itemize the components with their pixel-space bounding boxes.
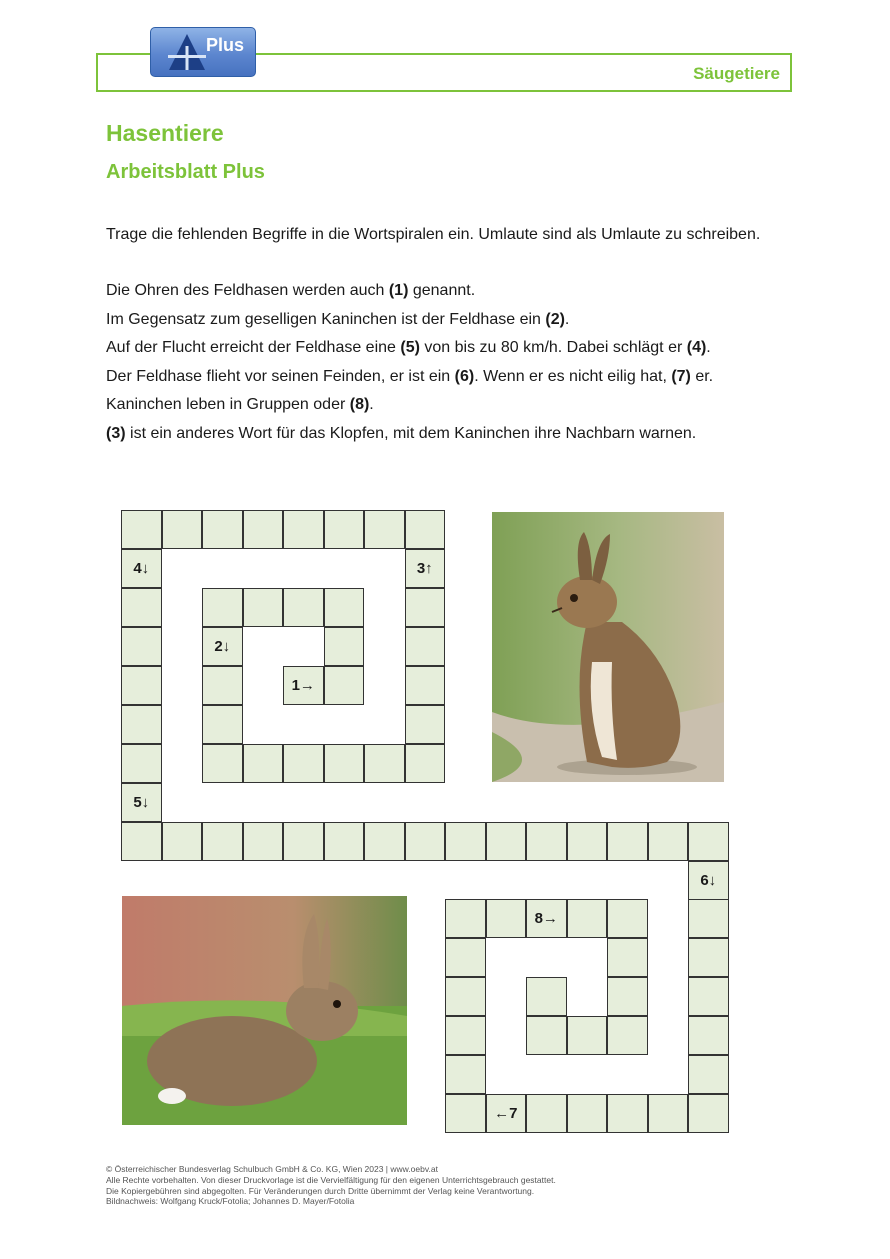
clue-text: Die Ohren des Feldhasen werden auch xyxy=(106,282,389,299)
puzzle-cell[interactable] xyxy=(405,822,446,861)
puzzle-cell[interactable] xyxy=(526,1094,567,1133)
hare-photo xyxy=(492,512,724,782)
puzzle-cell[interactable] xyxy=(648,822,689,861)
puzzle-cell[interactable] xyxy=(324,822,365,861)
puzzle-cell[interactable] xyxy=(526,977,567,1016)
clue-list xyxy=(106,277,713,448)
cell-clue-label: ←7 xyxy=(494,1105,518,1122)
puzzle-cell[interactable] xyxy=(121,705,162,744)
puzzle-cell[interactable] xyxy=(445,1016,486,1055)
puzzle-cell[interactable] xyxy=(445,1094,486,1133)
puzzle-cell[interactable] xyxy=(688,1094,729,1133)
clue-text: . Wenn er es nicht eilig hat, xyxy=(474,367,672,385)
puzzle-cell[interactable] xyxy=(243,744,284,783)
cell-clue-label: 3↑ xyxy=(416,560,433,577)
clue-line xyxy=(106,391,713,420)
puzzle-cell[interactable] xyxy=(405,549,446,588)
cell-clue-label: 5↓ xyxy=(133,794,150,811)
puzzle-cell[interactable] xyxy=(324,627,365,666)
puzzle-cell[interactable] xyxy=(162,510,203,549)
puzzle-cell[interactable] xyxy=(526,822,567,861)
puzzle-cell[interactable] xyxy=(405,510,446,549)
puzzle-cell[interactable] xyxy=(607,977,648,1016)
puzzle-cell[interactable] xyxy=(324,744,365,783)
puzzle-cell[interactable] xyxy=(324,666,365,705)
instruction-text: Trage die fehlenden Begriffe in die Wortspiralen ein. Umlaute sind als Umlaute zu schreiben. xyxy=(106,226,761,243)
puzzle-cell[interactable] xyxy=(688,1016,729,1055)
puzzle-cell[interactable] xyxy=(202,588,243,627)
puzzle-cell[interactable] xyxy=(405,705,446,744)
puzzle-cell[interactable] xyxy=(607,822,648,861)
cell-clue-label: 4↓ xyxy=(133,560,150,577)
puzzle-cell[interactable] xyxy=(567,899,608,938)
puzzle-cell[interactable] xyxy=(202,705,243,744)
footer-credits xyxy=(106,1164,556,1207)
puzzle-cell[interactable] xyxy=(486,899,527,938)
puzzle-cell[interactable] xyxy=(243,588,284,627)
clue-text: . xyxy=(369,396,374,413)
puzzle-cell[interactable] xyxy=(202,666,243,705)
footer-line: Die Kopiergebühren sind abgegolten. Für Veränderungen durch Dritte übernimmt der Verlag keine Verantwortung. xyxy=(106,1185,535,1196)
puzzle-cell[interactable] xyxy=(364,744,405,783)
triangle-logo-icon xyxy=(167,32,207,72)
puzzle-cell[interactable] xyxy=(364,822,405,861)
clue-text: er. xyxy=(690,367,714,385)
puzzle-cell[interactable] xyxy=(283,744,324,783)
puzzle-cell[interactable] xyxy=(526,1016,567,1055)
puzzle-cell[interactable] xyxy=(405,627,446,666)
clue-line xyxy=(106,306,713,335)
puzzle-cell[interactable] xyxy=(486,822,527,861)
puzzle-cell[interactable] xyxy=(243,822,284,861)
puzzle-cell[interactable] xyxy=(405,666,446,705)
puzzle-cell[interactable] xyxy=(486,1094,527,1133)
puzzle-cell[interactable] xyxy=(607,1016,648,1055)
puzzle-cell[interactable] xyxy=(607,899,648,938)
puzzle-cell[interactable] xyxy=(202,627,243,666)
clue-line xyxy=(106,420,713,449)
clue-number: (3) xyxy=(106,424,126,442)
puzzle-cell[interactable] xyxy=(688,861,729,900)
footer-line: © Österreichischer Bundesverlag Schulbuch GmbH & Co. KG, Wien 2023 | www.oebv.at xyxy=(106,1164,438,1174)
puzzle-cell[interactable] xyxy=(283,510,324,549)
clue-text: Auf der Flucht erreicht der Feldhase eine xyxy=(106,339,401,356)
clue-number: (5) xyxy=(400,339,420,356)
puzzle-cell[interactable] xyxy=(121,510,162,549)
clue-number: (4) xyxy=(686,339,707,356)
clue-line xyxy=(106,277,713,306)
puzzle-cell[interactable] xyxy=(607,1094,648,1133)
puzzle-cell[interactable] xyxy=(364,510,405,549)
clue-text: genannt. xyxy=(408,282,476,299)
puzzle-cell[interactable] xyxy=(121,549,162,588)
logo-text: Plus xyxy=(206,35,245,55)
puzzle-cell[interactable] xyxy=(283,822,324,861)
clue-number: (7) xyxy=(671,367,691,385)
puzzle-cell[interactable] xyxy=(445,899,486,938)
puzzle-cell[interactable] xyxy=(162,822,203,861)
cell-clue-label: 1→ xyxy=(291,677,315,694)
rabbit-photo xyxy=(122,896,407,1125)
puzzle-cell[interactable] xyxy=(202,822,243,861)
clue-line xyxy=(106,334,713,363)
puzzle-cell[interactable] xyxy=(324,510,365,549)
puzzle-cell[interactable] xyxy=(607,938,648,977)
clue-text: . xyxy=(706,339,711,356)
puzzle-cell[interactable] xyxy=(445,938,486,977)
puzzle-cell[interactable] xyxy=(445,977,486,1016)
puzzle-cell[interactable] xyxy=(445,822,486,861)
puzzle-cell[interactable] xyxy=(405,588,446,627)
clue-text: Kaninchen leben in Gruppen oder xyxy=(106,396,350,413)
puzzle-cell[interactable] xyxy=(121,822,162,861)
puzzle-cell[interactable] xyxy=(202,510,243,549)
puzzle-cell[interactable] xyxy=(121,666,162,705)
section-label: Säugetiere xyxy=(693,64,780,83)
puzzle-cell[interactable] xyxy=(688,977,729,1016)
puzzle-cell[interactable] xyxy=(121,783,162,822)
puzzle-cell[interactable] xyxy=(405,744,446,783)
puzzle-cell[interactable] xyxy=(688,899,729,938)
cell-clue-label: 2↓ xyxy=(214,638,231,655)
cell-clue-label: 6↓ xyxy=(700,872,717,889)
clue-text: Im Gegensatz zum geselligen Kaninchen ist der Feldhase ein xyxy=(106,310,546,328)
puzzle-cell[interactable] xyxy=(445,1055,486,1094)
clue-number: (2) xyxy=(545,310,565,328)
puzzle-cell[interactable] xyxy=(283,666,324,705)
clue-text: Der Feldhase flieht vor seinen Feinden, er ist ein xyxy=(106,367,455,385)
puzzle-cell[interactable] xyxy=(283,588,324,627)
puzzle-cell[interactable] xyxy=(121,627,162,666)
clue-line xyxy=(106,363,713,392)
cell-clue-label: 8→ xyxy=(534,910,558,927)
puzzle-cell[interactable] xyxy=(243,510,284,549)
puzzle-cell[interactable] xyxy=(688,938,729,977)
clue-text: . xyxy=(564,310,570,328)
puzzle-cell[interactable] xyxy=(688,822,729,861)
puzzle-cell[interactable] xyxy=(121,588,162,627)
puzzle-cell[interactable] xyxy=(324,588,365,627)
puzzle-cell[interactable] xyxy=(567,822,608,861)
clue-number: (6) xyxy=(454,367,475,385)
puzzle-cell[interactable] xyxy=(648,1094,689,1133)
clue-text: von bis zu 80 km/h. Dabei schlägt er xyxy=(419,339,687,356)
puzzle-cell[interactable] xyxy=(526,899,567,938)
plus-logo xyxy=(150,27,256,77)
puzzle-cell[interactable] xyxy=(567,1016,608,1055)
clue-number: (1) xyxy=(388,282,409,299)
page-title: Hasentiere xyxy=(106,120,224,146)
puzzle-cell[interactable] xyxy=(121,744,162,783)
clue-number: (8) xyxy=(349,396,370,413)
footer-line: Alle Rechte vorbehalten. Von dieser Druckvorlage ist die Vervielfältigung für den eigenen Unterrichtsgebrauch gestattet. xyxy=(106,1174,556,1185)
page-subtitle: Arbeitsblatt Plus xyxy=(106,161,265,183)
clue-text: ist ein anderes Wort für das Klopfen, mit dem Kaninchen ihre Nachbarn warnen. xyxy=(125,424,697,442)
puzzle-cell[interactable] xyxy=(567,1094,608,1133)
puzzle-cell[interactable] xyxy=(688,1055,729,1094)
puzzle-cell[interactable] xyxy=(202,744,243,783)
footer-line: Bildnachweis: Wolfgang Kruck/Fotolia; Johannes D. Mayer/Fotolia xyxy=(106,1196,355,1207)
